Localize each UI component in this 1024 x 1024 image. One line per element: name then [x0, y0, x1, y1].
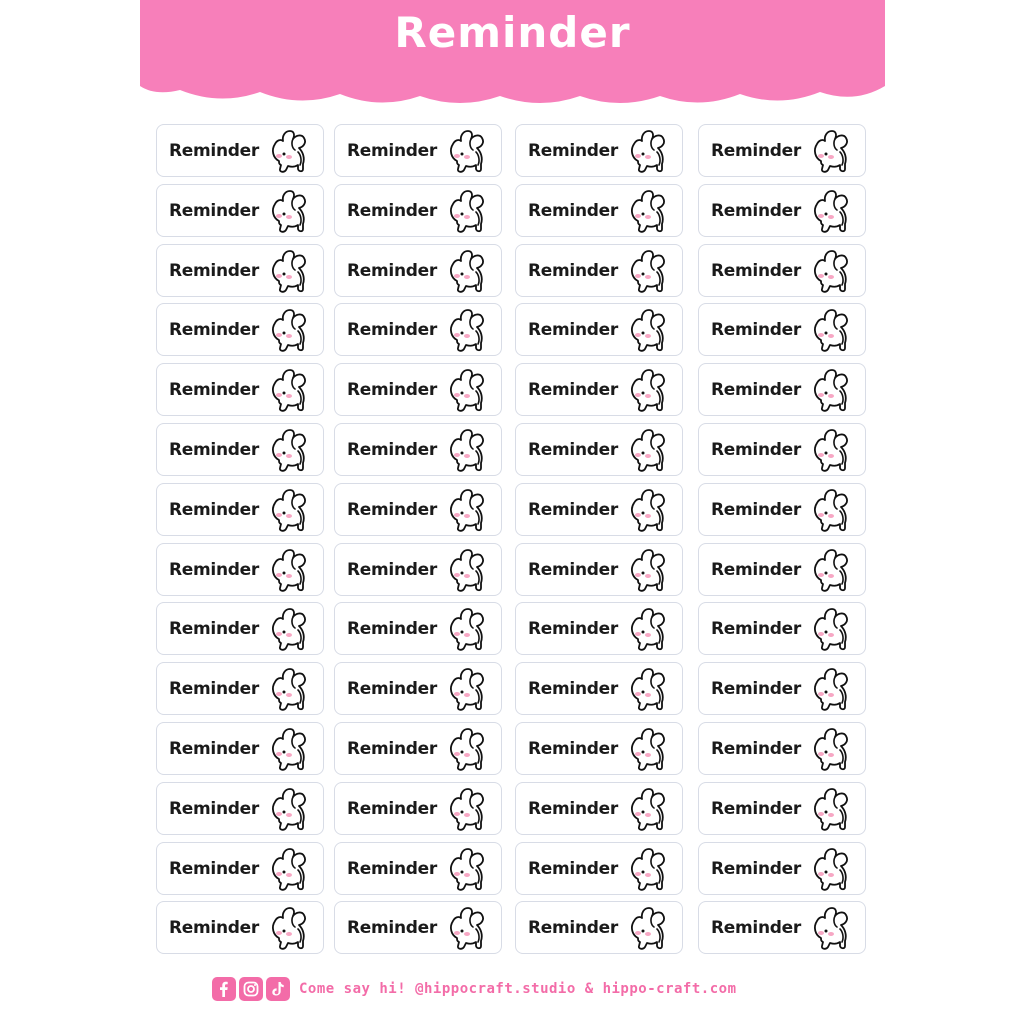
reminder-sticker [334, 303, 502, 356]
bunny-icon [624, 547, 672, 594]
footer [212, 976, 737, 1002]
reminder-sticker [515, 662, 683, 715]
reminder-sticker [334, 662, 502, 715]
bunny-icon [265, 367, 313, 414]
facebook-icon [212, 977, 236, 1001]
bunny-icon [265, 248, 313, 295]
sticker-label: Reminder [711, 141, 801, 161]
sticker-label: Reminder [169, 858, 259, 879]
sticker-label: Reminder [347, 619, 437, 640]
bunny-icon [807, 487, 855, 534]
reminder-sticker [334, 543, 502, 596]
bunny-icon [624, 606, 672, 653]
bunny-icon [807, 606, 855, 653]
sticker-label: Reminder [169, 559, 259, 580]
sticker-label: Reminder [528, 320, 618, 341]
reminder-sticker [156, 602, 324, 655]
sticker-label: Reminder [528, 499, 618, 520]
sticker-label: Reminder [711, 380, 801, 401]
reminder-sticker [698, 124, 866, 177]
bunny-icon [265, 547, 313, 594]
reminder-sticker [698, 423, 866, 476]
reminder-sticker [334, 722, 502, 775]
reminder-sticker [698, 184, 866, 237]
footer-credit: Come say hi! @hippocraft.studio & hippo-craft.com [299, 981, 737, 997]
sticker-label: Reminder [711, 798, 801, 819]
sticker-label: Reminder [347, 739, 437, 759]
bunny-icon [624, 427, 672, 474]
bunny-icon [624, 905, 672, 952]
reminder-sticker [334, 244, 502, 297]
sticker-label: Reminder [347, 858, 437, 879]
reminder-sticker [334, 782, 502, 835]
sticker-label: Reminder [528, 739, 618, 759]
sticker-label: Reminder [347, 559, 437, 580]
reminder-sticker [156, 423, 324, 476]
sticker-label: Reminder [528, 141, 618, 161]
reminder-sticker [515, 483, 683, 536]
bunny-icon [807, 726, 855, 773]
bunny-icon [265, 606, 313, 653]
sticker-label: Reminder [169, 918, 259, 939]
sticker-label: Reminder [711, 440, 801, 460]
bunny-icon [265, 188, 313, 235]
sticker-label: Reminder [169, 619, 259, 640]
bunny-icon [443, 128, 491, 175]
sticker-label: Reminder [711, 499, 801, 520]
bunny-icon [443, 427, 491, 474]
bunny-icon [265, 726, 313, 773]
bunny-icon [807, 128, 855, 175]
sticker-label: Reminder [528, 380, 618, 401]
reminder-sticker [698, 543, 866, 596]
bunny-icon [265, 427, 313, 474]
reminder-sticker [515, 124, 683, 177]
bunny-icon [624, 128, 672, 175]
sticker-label: Reminder [528, 918, 618, 939]
bunny-icon [443, 666, 491, 713]
bunny-icon [807, 905, 855, 952]
sticker-label: Reminder [711, 918, 801, 939]
bunny-icon [624, 726, 672, 773]
reminder-sticker [698, 363, 866, 416]
reminder-sticker [515, 901, 683, 954]
reminder-sticker [515, 602, 683, 655]
bunny-icon [624, 846, 672, 893]
sticker-label: Reminder [347, 440, 437, 460]
reminder-sticker [156, 244, 324, 297]
sticker-label: Reminder [528, 440, 618, 460]
bunny-icon [624, 307, 672, 354]
bunny-icon [807, 666, 855, 713]
reminder-sticker [334, 363, 502, 416]
reminder-sticker [334, 124, 502, 177]
reminder-sticker [515, 543, 683, 596]
sticker-label: Reminder [169, 499, 259, 520]
bunny-icon [807, 547, 855, 594]
sticker-label: Reminder [711, 260, 801, 281]
bunny-icon [443, 846, 491, 893]
sticker-label: Reminder [711, 739, 801, 759]
bunny-icon [807, 248, 855, 295]
reminder-sticker [698, 722, 866, 775]
bunny-icon [265, 128, 313, 175]
bunny-icon [624, 666, 672, 713]
reminder-sticker [334, 602, 502, 655]
instagram-icon [239, 977, 263, 1001]
sticker-label: Reminder [528, 679, 618, 700]
reminder-sticker [334, 901, 502, 954]
reminder-sticker [156, 184, 324, 237]
bunny-icon [807, 427, 855, 474]
sticker-label: Reminder [347, 918, 437, 939]
reminder-sticker [515, 782, 683, 835]
sticker-label: Reminder [711, 619, 801, 640]
reminder-sticker [156, 662, 324, 715]
sticker-label: Reminder [347, 141, 437, 161]
reminder-sticker [156, 124, 324, 177]
sticker-label: Reminder [711, 320, 801, 341]
reminder-sticker [156, 543, 324, 596]
bunny-icon [443, 905, 491, 952]
sticker-label: Reminder [169, 380, 259, 401]
bunny-icon [265, 487, 313, 534]
bunny-icon [624, 248, 672, 295]
sticker-label: Reminder [711, 679, 801, 700]
sticker-label: Reminder [169, 679, 259, 700]
sticker-label: Reminder [528, 260, 618, 281]
bunny-icon [807, 786, 855, 833]
reminder-sticker [515, 842, 683, 895]
reminder-sticker [156, 842, 324, 895]
reminder-sticker [334, 483, 502, 536]
sticker-label: Reminder [169, 200, 259, 221]
bunny-icon [624, 367, 672, 414]
sticker-label: Reminder [347, 260, 437, 281]
bunny-icon [443, 248, 491, 295]
sticker-label: Reminder [347, 499, 437, 520]
sticker-label: Reminder [528, 200, 618, 221]
bunny-icon [443, 606, 491, 653]
bunny-icon [265, 846, 313, 893]
sticker-label: Reminder [347, 679, 437, 700]
sticker-label: Reminder [528, 619, 618, 640]
sticker-label: Reminder [528, 559, 618, 580]
reminder-sticker [156, 782, 324, 835]
reminder-sticker [515, 722, 683, 775]
bunny-icon [807, 367, 855, 414]
bunny-icon [265, 307, 313, 354]
reminder-sticker [156, 303, 324, 356]
reminder-sticker [698, 782, 866, 835]
sticker-label: Reminder [347, 798, 437, 819]
bunny-icon [443, 547, 491, 594]
bunny-icon [807, 846, 855, 893]
sticker-label: Reminder [169, 739, 259, 759]
bunny-icon [624, 786, 672, 833]
sticker-label: Reminder [169, 260, 259, 281]
reminder-sticker [698, 244, 866, 297]
bunny-icon [443, 726, 491, 773]
reminder-sticker [515, 244, 683, 297]
sticker-label: Reminder [347, 320, 437, 341]
bunny-icon [624, 188, 672, 235]
bunny-icon [443, 307, 491, 354]
reminder-sticker [156, 483, 324, 536]
reminder-sticker [698, 602, 866, 655]
reminder-sticker [515, 363, 683, 416]
bunny-icon [443, 367, 491, 414]
sticker-label: Reminder [711, 858, 801, 879]
sticker-label: Reminder [169, 440, 259, 460]
header-banner [140, 0, 885, 104]
reminder-sticker [334, 423, 502, 476]
sticker-label: Reminder [169, 798, 259, 819]
bunny-icon [265, 666, 313, 713]
reminder-sticker [156, 363, 324, 416]
bunny-icon [807, 307, 855, 354]
bunny-icon [443, 487, 491, 534]
reminder-sticker [334, 184, 502, 237]
bunny-icon [624, 487, 672, 534]
bunny-icon [443, 188, 491, 235]
bunny-icon [443, 786, 491, 833]
sticker-label: Reminder [347, 380, 437, 401]
reminder-sticker [698, 483, 866, 536]
sticker-label: Reminder [528, 858, 618, 879]
sticker-label: Reminder [711, 559, 801, 580]
reminder-sticker [515, 303, 683, 356]
reminder-sticker [515, 184, 683, 237]
sticker-label: Reminder [711, 200, 801, 221]
reminder-sticker [698, 842, 866, 895]
reminder-sticker [698, 662, 866, 715]
bunny-icon [807, 188, 855, 235]
sticker-label: Reminder [347, 200, 437, 221]
sticker-label: Reminder [169, 141, 259, 161]
bunny-icon [265, 905, 313, 952]
reminder-sticker [156, 901, 324, 954]
reminder-sticker [515, 423, 683, 476]
reminder-sticker [156, 722, 324, 775]
reminder-sticker [334, 842, 502, 895]
page-title: Reminder [394, 8, 631, 57]
sticker-label: Reminder [528, 798, 618, 819]
bunny-icon [265, 786, 313, 833]
sticker-label: Reminder [169, 320, 259, 341]
reminder-sticker [698, 303, 866, 356]
tiktok-icon [266, 977, 290, 1001]
reminder-sticker [698, 901, 866, 954]
